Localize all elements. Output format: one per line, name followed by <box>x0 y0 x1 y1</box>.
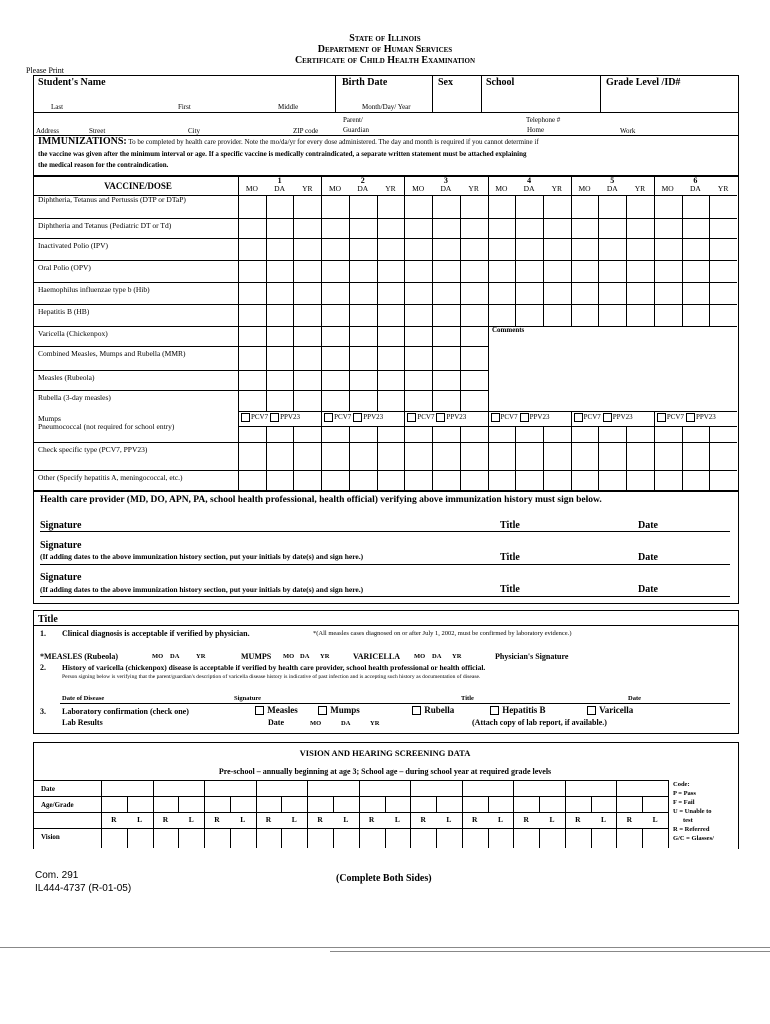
right-eye-label: R <box>575 815 581 824</box>
lab-measles-checkbox[interactable]: Measles <box>255 705 298 715</box>
left-eye-label: L <box>291 815 297 824</box>
lab-date-label: Date <box>268 718 284 727</box>
item2-text: History of varicella (chickenpox) disease is acceptable if verified by health care provider, school health professional or health official. <box>62 663 486 672</box>
lab-mumps-checkbox[interactable]: Mumps <box>318 705 360 715</box>
vision-row-line <box>33 812 668 813</box>
dose-number: 4 <box>527 176 532 185</box>
address-label: Address <box>36 127 59 135</box>
dose-subheader-da: DA <box>523 184 535 193</box>
row-line <box>33 346 488 347</box>
right-eye-label: R <box>317 815 323 824</box>
code-item: F = Fail <box>673 799 695 806</box>
dose-subheader-mo: MO <box>578 184 591 193</box>
vision-col-line <box>256 780 257 848</box>
vaccine-label: Rubella (3-day measles) <box>38 393 111 402</box>
vision-subcol-line <box>281 828 282 848</box>
pneumococcal-type-checkbox[interactable]: PCV7 PPV23 <box>574 413 653 422</box>
row-line <box>33 218 737 219</box>
dose-subheader-yr: YR <box>468 184 479 193</box>
right-eye-label: R <box>265 815 272 824</box>
title-label-3: Title <box>500 584 520 595</box>
vaccine-label: Inactivated Polio (IPV) <box>38 241 108 250</box>
subcolumn-line <box>543 426 544 490</box>
row-line <box>33 442 737 443</box>
mumps-label: MUMPS <box>241 652 272 661</box>
left-eye-label: L <box>601 815 607 824</box>
initials-note-3: (If adding dates to the above immunization history section, put your initials by date(s) and sign here.) <box>40 585 364 594</box>
vision-subcol-line <box>642 828 643 848</box>
vision-row-line <box>33 780 668 781</box>
vision-col-line <box>462 780 463 848</box>
pneumococcal-type-checkbox[interactable]: PCV7 PPV23 <box>407 413 486 422</box>
vision-subcol-line <box>591 796 592 812</box>
subcolumn-line <box>377 426 378 490</box>
measles-yr: YR <box>196 653 206 660</box>
vision-col-line <box>668 780 669 848</box>
right-eye-label: R <box>368 815 375 824</box>
row-line <box>33 282 737 283</box>
vision-subcol-line <box>333 796 334 812</box>
dose-subheader-yr: YR <box>717 184 729 193</box>
vision-col-line <box>307 780 308 848</box>
row-line <box>238 411 737 412</box>
right-eye-label: R <box>162 815 169 824</box>
code-item: R = Referred <box>673 826 710 833</box>
pneumococcal-type-checkbox[interactable]: PCV7 PPV23 <box>324 413 403 422</box>
vaccine-label: Other (Specify hepatitis A, meningococcal, etc.) <box>38 473 183 482</box>
dose-subheader-mo: MO <box>245 184 258 193</box>
vision-subcol-line <box>488 828 489 848</box>
telephone-label: Telephone # <box>526 116 561 124</box>
date-label-3: Date <box>638 584 658 595</box>
left-eye-label: L <box>137 815 143 824</box>
left-eye-label: L <box>188 815 194 824</box>
vision-subcol-line <box>436 828 437 848</box>
dose-subheader-da: DA <box>440 184 452 193</box>
header-certificate: Certificate of Child Health Examination <box>294 55 476 66</box>
varicella-yr: YR <box>452 653 462 660</box>
subcolumn-line <box>432 195 433 411</box>
row-line <box>238 426 737 427</box>
grade-level-label: Grade Level /ID# <box>606 77 681 88</box>
right-eye-label: R <box>471 815 478 824</box>
signature-label-2: Signature <box>40 540 82 551</box>
vision-subcol-line <box>333 828 334 848</box>
parent-label: Parent/ <box>343 116 363 124</box>
complete-both-sides: (Complete Both Sides) <box>336 873 432 884</box>
vision-subcol-line <box>178 796 179 812</box>
item3-number: 3. <box>40 707 46 716</box>
vision-subcol-line <box>178 828 179 848</box>
vaccine-label: Haemophilus influenzae type b (Hib) <box>38 285 150 294</box>
vaccine-label: Diphtheria and Tetanus (Pediatric DT or Td) <box>38 221 172 230</box>
subcolumn-line <box>682 426 683 490</box>
physician-signature-label: Physician's Signature <box>495 652 569 661</box>
initials-note-2: (If adding dates to the above immunization history section, put your initials by date(s) and sign here.) <box>40 552 364 561</box>
vision-subcol-line <box>127 828 128 848</box>
item2-number: 2. <box>40 663 46 672</box>
pneumococcal-type-checkbox[interactable]: PCV7 PPV23 <box>241 413 320 422</box>
item1-text: Clinical diagnosis is acceptable if verified by physician. <box>62 629 250 638</box>
vaccine-label: Pneumococcal (not required for school entry) <box>38 422 175 431</box>
vision-row-label: Age/Grade <box>41 801 74 809</box>
subcolumn-line <box>515 426 516 490</box>
vision-col-line <box>410 780 411 848</box>
left-eye-label: L <box>343 815 349 824</box>
row-line <box>33 304 737 305</box>
item1-number: 1. <box>40 629 46 638</box>
vision-subcol-line <box>642 796 643 812</box>
signature-label-3: Signature <box>40 572 82 583</box>
dose-subheader-mo: MO <box>412 184 425 193</box>
measles-da: DA <box>170 653 180 660</box>
immunizations-instructions: IMMUNIZATIONS: To be completed by health care provider. Note the mo/da/yr for every dose administered. The day and month is required if you cannot determine if <box>38 136 539 147</box>
lab-mo: MO <box>310 720 322 727</box>
dose-subheader-mo: MO <box>495 184 508 193</box>
dose-subheader-yr: YR <box>385 184 396 193</box>
row-line <box>33 370 488 371</box>
immunizations-text2: the vaccine was given after the minimum interval or age. If a specific vaccine is medically contraindicated, a separate written statement must be attached explaining <box>38 150 527 158</box>
subcolumn-line <box>598 426 599 490</box>
subcolumn-line <box>349 195 350 411</box>
vision-subcol-line <box>539 828 540 848</box>
vision-row-label: Vision <box>41 833 60 841</box>
date-label-1: Date <box>638 520 658 531</box>
month-day-year-label: Month/Day/ Year <box>362 103 411 111</box>
city-label: City <box>188 127 201 135</box>
subcolumn-line <box>266 195 267 411</box>
varicella-label: VARICELLA <box>353 652 400 661</box>
right-eye-label: R <box>626 815 633 824</box>
right-eye-label: R <box>420 815 426 824</box>
subcolumn-line <box>460 426 461 490</box>
home-label: Home <box>527 126 545 134</box>
varicella-da: DA <box>432 653 442 660</box>
alt-title-label: Title <box>461 695 474 702</box>
comments-area[interactable] <box>489 327 738 411</box>
zip-label: ZIP code <box>293 127 319 135</box>
vaccine-label: Hepatitis B (HB) <box>38 307 90 316</box>
vision-col-line <box>153 780 154 848</box>
middle-label: Middle <box>278 103 299 111</box>
vision-subcol-line <box>230 796 231 812</box>
vision-subtitle: Pre-school – annually beginning at age 3; School age – during school year at required grade levels <box>218 767 552 776</box>
left-eye-label: L <box>497 815 503 824</box>
subcolumn-line <box>349 426 350 490</box>
lab-results-label: Lab Results <box>62 718 103 727</box>
lab-da: DA <box>341 720 351 727</box>
signature-label-1: Signature <box>40 520 82 531</box>
vision-row-line <box>33 796 668 797</box>
dose-subheader-yr: YR <box>551 184 562 193</box>
vision-subcol-line <box>127 796 128 812</box>
vision-col-line <box>204 780 205 848</box>
subcolumn-line <box>293 195 294 411</box>
varicella-mo: MO <box>414 653 426 660</box>
date-label-2: Date <box>638 552 658 563</box>
dose-number: 5 <box>610 176 615 185</box>
right-eye-label: R <box>111 815 117 824</box>
street-label: Street <box>89 127 106 135</box>
measles-label: *MEASLES (Rubeola) <box>40 652 119 661</box>
code-item: U = Unable to <box>673 808 712 815</box>
row-line <box>33 238 737 239</box>
vision-subcol-line <box>591 828 592 848</box>
item1-note: *(All measles cases diagnosed on or after July 1, 2002, must be confirmed by laboratory evidence.) <box>313 630 572 637</box>
vision-col-line <box>616 780 617 848</box>
title-label-1: Title <box>500 520 520 531</box>
vision-subcol-line <box>230 828 231 848</box>
vision-row-label: Date <box>41 785 55 793</box>
vision-subcol-line <box>539 796 540 812</box>
dose-number: 6 <box>693 176 698 185</box>
vision-col-line <box>513 780 514 848</box>
left-eye-label: L <box>446 815 452 824</box>
code-title: Code: <box>673 781 690 788</box>
sex-label: Sex <box>438 77 453 88</box>
subcolumn-line <box>626 426 627 490</box>
vision-row-line <box>33 828 668 829</box>
vision-subcol-line <box>436 796 437 812</box>
subcolumn-line <box>377 195 378 411</box>
subcolumn-line <box>460 195 461 411</box>
vision-title: VISION AND HEARING SCREENING DATA <box>299 748 471 758</box>
please-print: Please Print <box>26 66 64 75</box>
vision-subcol-line <box>385 796 386 812</box>
form-number: IL444-4737 (R-01-05) <box>35 883 132 894</box>
pneumococcal-type-checkbox[interactable]: PCV7 PPV23 <box>491 413 570 422</box>
vision-col-line <box>565 780 566 848</box>
dose-subheader-da: DA <box>357 184 369 193</box>
right-eye-label: R <box>523 815 529 824</box>
item3-text: Laboratory confirmation (check one) <box>62 707 189 716</box>
vision-col-line <box>359 780 360 848</box>
mumps-da: DA <box>300 653 310 660</box>
vision-subcol-line <box>488 796 489 812</box>
code-item: P = Pass <box>673 790 696 797</box>
header-department: Department of Human Services <box>317 44 453 55</box>
vaccine-label: Measles (Rubeola) <box>38 373 95 382</box>
left-eye-label: L <box>549 815 555 824</box>
work-label: Work <box>620 127 636 135</box>
dose-number: 2 <box>360 176 365 185</box>
mumps-yr: YR <box>320 653 330 660</box>
lab-yr: YR <box>370 720 380 727</box>
immunizations-text3: the medical reason for the contraindication. <box>38 161 169 169</box>
subcolumn-line <box>266 426 267 490</box>
header-state: State of Illinois <box>349 33 421 44</box>
vaccine-label: Mumps <box>38 414 61 423</box>
form-code: Com. 291 <box>35 870 79 881</box>
vision-subcol-line <box>281 796 282 812</box>
code-item: test <box>683 817 693 824</box>
student-name-label: Student's Name <box>38 77 106 88</box>
dose-subheader-da: DA <box>274 184 285 193</box>
right-eye-label: R <box>214 815 220 824</box>
vision-subcol-line <box>385 828 386 848</box>
dose-subheader-yr: YR <box>302 184 313 193</box>
dose-subheader-mo: MO <box>328 184 342 193</box>
lab-hepatitis-b-checkbox[interactable]: Hepatitis B <box>490 705 546 715</box>
vaccine-label: Check specific type (PCV7, PPV23) <box>38 445 148 454</box>
lab-note: (Attach copy of lab report, if available.) <box>472 718 607 727</box>
lab-varicella-checkbox[interactable]: Varicella <box>587 705 633 715</box>
vision-col-line <box>101 780 102 848</box>
lab-rubella-checkbox[interactable]: Rubella <box>412 705 454 715</box>
left-eye-label: L <box>652 815 658 824</box>
item2-note: Person signing below is verifying that the parent/guardian's description of varicella disease history is indicative of past infection and is accepting such history as documentation of disease. <box>62 674 481 680</box>
vaccine-label: Varicella (Chickenpox) <box>38 329 108 338</box>
left-eye-label: L <box>394 815 400 824</box>
date-of-disease-label: Date of Disease <box>62 695 105 702</box>
vaccine-label: Oral Polio (OPV) <box>38 263 91 272</box>
dose-subheader-da: DA <box>689 184 701 193</box>
row-line <box>33 390 488 391</box>
row-line <box>33 260 737 261</box>
subcolumn-line <box>432 426 433 490</box>
left-eye-label: L <box>240 815 246 824</box>
subcolumn-line <box>709 426 710 490</box>
first-label: First <box>178 103 191 111</box>
provider-statement: Health care provider (MD, DO, APN, PA, school health professional, health official) verifying above immunization history must sign below. <box>40 495 602 505</box>
comments-label: Comments <box>492 326 525 334</box>
title-label-2: Title <box>500 552 520 563</box>
vaccine-label: Diphtheria, Tetanus and Pertussis (DTP or DTaP) <box>38 195 186 204</box>
code-item: G/C = Glasses/ <box>673 835 714 842</box>
dose-number: 1 <box>277 176 282 185</box>
dose-subheader-mo: MO <box>661 184 674 193</box>
guardian-label: Guardian <box>343 126 370 134</box>
dose-number: 3 <box>443 176 448 185</box>
alternative-proof-title: Title <box>38 614 58 625</box>
alt-signature-label: Signature <box>234 695 261 702</box>
alt-date-label: Date <box>628 695 641 702</box>
mumps-mo: MO <box>283 653 295 660</box>
vaccine-label: Combined Measles, Mumps and Rubella (MMR) <box>38 349 186 358</box>
school-label: School <box>486 77 515 88</box>
dose-subheader-da: DA <box>606 184 618 193</box>
last-label: Last <box>51 103 64 111</box>
birth-date-label: Birth Date <box>342 77 388 88</box>
dose-subheader-yr: YR <box>634 184 646 193</box>
subcolumn-line <box>293 426 294 490</box>
measles-mo: MO <box>152 653 164 660</box>
pneumococcal-type-checkbox[interactable]: PCV7 PPV23 <box>657 413 736 422</box>
vaccine-dose-header: VACCINE/DOSE <box>104 181 172 191</box>
row-line <box>33 470 737 471</box>
